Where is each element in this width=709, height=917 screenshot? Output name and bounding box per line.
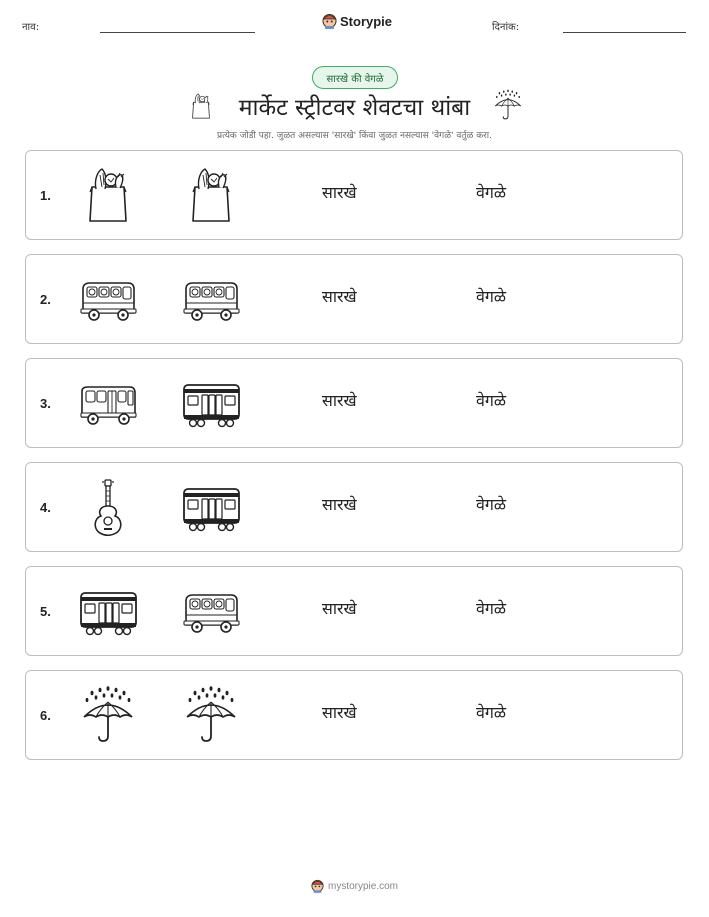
storypie-mascot-icon: [322, 13, 337, 29]
different-option[interactable]: वेगळे: [476, 183, 507, 202]
exercise-row: [25, 254, 683, 344]
exercise-row: [25, 358, 683, 448]
storypie-mascot-icon: [311, 879, 324, 893]
school-bus-icon: [78, 269, 138, 329]
umbrella-rain-icon: [78, 685, 138, 745]
page-header: [0, 0, 709, 40]
date-label: दिनांक:: [492, 22, 520, 33]
date-field[interactable]: [563, 32, 686, 33]
name-field[interactable]: [100, 32, 255, 33]
exercise-row: [25, 670, 683, 760]
exercise-row: [25, 150, 683, 240]
different-option[interactable]: वेगळे: [476, 391, 507, 410]
train-car-icon: [181, 373, 241, 433]
row-number: 1.: [40, 188, 51, 203]
brand-name: Storypie: [340, 13, 393, 29]
school-bus-icon: [181, 269, 241, 329]
page-footer: [0, 879, 709, 893]
same-option[interactable]: सारखे: [322, 287, 357, 306]
train-car-icon: [181, 477, 241, 537]
exercise-row: [25, 462, 683, 552]
same-option[interactable]: सारखे: [322, 495, 357, 514]
umbrella-rain-icon: [181, 685, 241, 745]
different-option[interactable]: वेगळे: [476, 287, 507, 306]
row-number: 6.: [40, 708, 51, 723]
umbrella-rain-icon: [492, 89, 524, 121]
school-bus-icon: [181, 581, 241, 641]
page-title: मार्केट स्ट्रीटवर शेवटचा थांबा: [238, 95, 471, 121]
same-option[interactable]: सारखे: [322, 391, 357, 410]
train-car-icon: [78, 581, 138, 641]
exercise-row: [25, 566, 683, 656]
name-label: नाव:: [22, 22, 40, 33]
different-option[interactable]: वेगळे: [476, 495, 507, 514]
same-option[interactable]: सारखे: [322, 599, 357, 618]
row-number: 2.: [40, 292, 51, 307]
different-option[interactable]: वेगळे: [476, 703, 507, 722]
city-bus-icon: [78, 373, 138, 433]
guitar-icon: [78, 477, 138, 537]
row-number: 4.: [40, 500, 51, 515]
same-option[interactable]: सारखे: [322, 703, 357, 722]
grocery-bag-icon: [181, 165, 241, 225]
instructions: प्रत्येक जोडी पहा. जुळत असल्यास 'सारखे' किंवा जुळत नसल्यास 'वेगळे' वर्तुळ करा.: [216, 131, 492, 141]
same-option[interactable]: सारखे: [322, 183, 357, 202]
brand-logo: [322, 13, 392, 29]
row-number: 5.: [40, 604, 51, 619]
worksheet-type-badge: सारखे की वेगळे: [312, 66, 398, 89]
grocery-bag-icon: [78, 165, 138, 225]
title-row: [0, 88, 709, 124]
different-option[interactable]: वेगळे: [476, 599, 507, 618]
footer-site-link[interactable]: mystorypie.com: [327, 880, 398, 892]
row-number: 3.: [40, 396, 51, 411]
